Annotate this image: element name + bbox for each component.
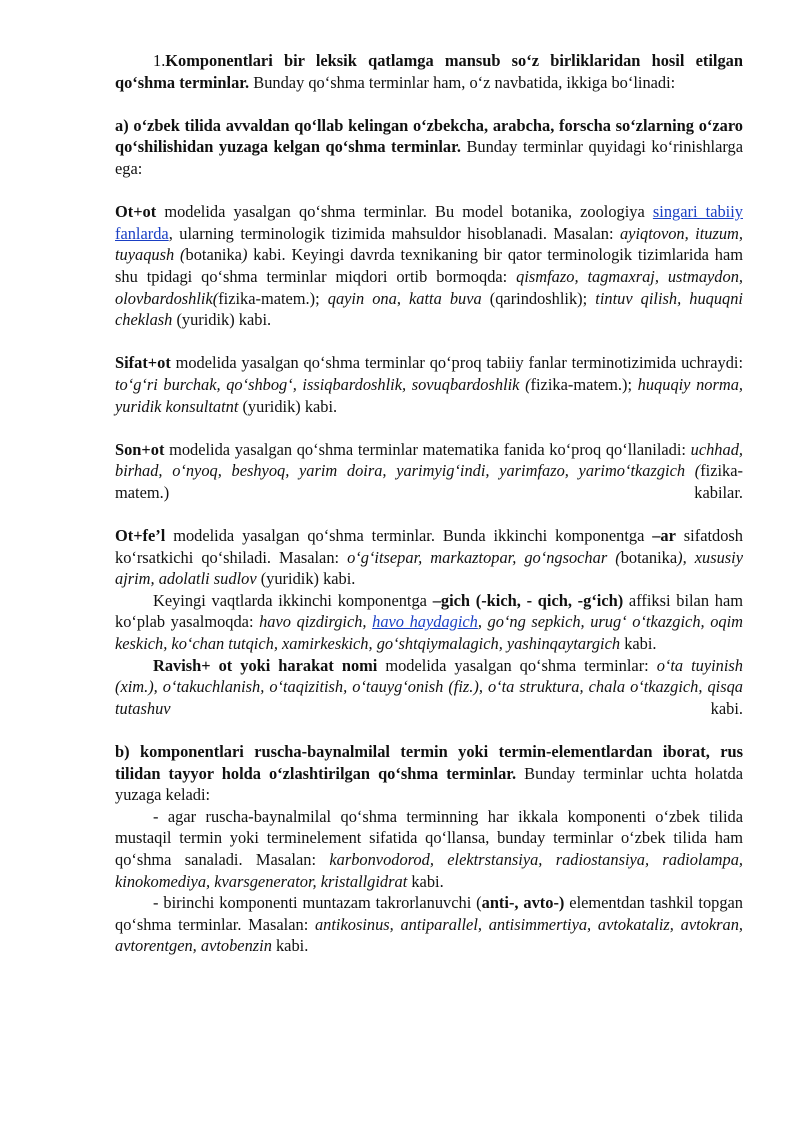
text-run: kabi. bbox=[271, 936, 309, 956]
paragraph-son-ot bbox=[115, 439, 743, 504]
prefix-label: anti-, avto-) bbox=[481, 893, 565, 913]
example-terms: ), xususiy ajrim, adolatli sudlov bbox=[115, 547, 743, 589]
text-run: modelida yasalgan qo‘shma terminlar. Bunda ikkinchi komponentga bbox=[165, 526, 653, 546]
example-terms: uchhad, birhad, o‘nyoq, beshyoq, yarim doira, yarimyig‘indi, yarimfazo, yarimo‘tkazgich ( bbox=[115, 439, 743, 481]
paragraph-2 bbox=[115, 115, 743, 180]
model-label: Ot+ot bbox=[115, 202, 157, 222]
text-run: botanika bbox=[620, 547, 678, 567]
text-run: Keyingi vaqtlarda ikkinchi komponentga bbox=[153, 590, 433, 610]
subsection-heading-b: b) komponentlari ruscha-baynalmilal termin yoki termin-elementlardan iborat, rus tilidan tayyor holda o‘zlashtirilgan qo‘shma terminlar. bbox=[115, 742, 743, 783]
model-label: Ravish+ ot yoki harakat nomi bbox=[153, 655, 378, 675]
section-heading: Komponentlari bir leksik qatlamga mansub so‘z birliklaridan hosil etilgan qo‘shma terminlar. bbox=[115, 51, 743, 92]
example-terms: karbonvodorod, elektrstansiya, radiostansiya, radiolampa, kinokomediya, kvarsgenerator, kristallgidrat bbox=[115, 849, 744, 891]
text-run: sifatdosh ko‘rsatkichi qo‘shiladi. Masalan: bbox=[115, 526, 743, 567]
text-run: (yuridik) kabi. bbox=[172, 310, 272, 330]
paragraph-text: Bunday terminlar uchta holatda yuzaga keladi: bbox=[115, 763, 743, 805]
link-tabiiy-fanlarda[interactable]: singari tabiiy fanlarda bbox=[115, 202, 743, 243]
example-terms: qismfazo, tagmaxraj, ustmaydon, olovbardoshlik( bbox=[115, 266, 743, 308]
text-run: - agar ruscha-baynalmilal qo‘shma terminning har ikkala komponenti o‘zbek tilida mustaqil termin yoki terminelement sifatida qo‘llansa, bunday terminlar o‘zbek tilida ham qo‘shma sanaladi. Masalan: bbox=[115, 806, 743, 869]
paragraph-case-1 bbox=[115, 806, 743, 892]
text-run: - birinchi komponenti muntazam takrorlanuvchi ( bbox=[153, 893, 482, 913]
text-run: , ularning terminologik tizimida mahsuldor hisoblanadi. Masalan: bbox=[168, 223, 620, 243]
text-run: fizika-matem.); bbox=[218, 288, 328, 308]
paragraph-ot-ot bbox=[115, 201, 743, 331]
text-run: modelida yasalgan qo‘shma terminlar matematika fanida ko‘proq qo‘llaniladi: bbox=[164, 439, 691, 459]
text-run: kabi. Keyingi davrda texnikaning bir qator terminologik tizimlarida ham shu tpidagi qo‘shma terminlar miqdori ortib bormoqda: bbox=[115, 245, 743, 286]
text-run: (yuridik) kabi. bbox=[256, 569, 356, 589]
example-terms: antikosinus, antiparallel, antisimmertiya, avtokataliz, avtokran, avtorentgen, avtobenzin bbox=[115, 914, 743, 956]
paragraph-gich bbox=[115, 590, 743, 655]
text-run: (yuridik) kabi. bbox=[238, 396, 338, 416]
text-run: , bbox=[396, 288, 409, 308]
example-terms: ayiqtovon, ituzum, tuyaqush ( bbox=[115, 223, 743, 265]
suffix-label: –gich (-kich, - qich, -g‘ich) bbox=[432, 590, 624, 610]
example-terms: huquqiy norma, yuridik konsultatnt bbox=[115, 374, 743, 416]
model-label: Ot+fe’l bbox=[115, 526, 166, 546]
text-run: affiksi bilan ham ko‘plab yasalmoqda: bbox=[115, 590, 743, 632]
example-terms: ) bbox=[241, 245, 248, 265]
text-run: kabi. bbox=[407, 871, 444, 891]
example-terms: qayin ona bbox=[327, 288, 397, 308]
example-terms: havo qizdirgich, bbox=[259, 612, 373, 632]
model-label: Son+ot bbox=[115, 439, 165, 459]
paragraph-case-2 bbox=[115, 892, 743, 957]
text-run: elementdan tashkil topgan qo‘shma terminlar. Masalan: bbox=[115, 893, 743, 934]
text-run: fizika-matem.) kabilar. bbox=[115, 461, 743, 502]
subsection-heading-a: a) o‘zbek tilida avvaldan qo‘llab kelingan o‘zbekcha, arabcha, forscha so‘zlarning o‘zaro qo‘shilishidan yuzaga kelgan qo‘shma terminlar. bbox=[115, 115, 743, 157]
text-run: (qarindoshlik); bbox=[481, 288, 596, 308]
example-terms: o‘g‘itsepar, markaztopar, go‘ngsochar ( bbox=[347, 547, 621, 567]
text-run: modelida yasalgan qo‘shma terminlar: bbox=[377, 655, 657, 675]
text-run: modelida yasalgan qo‘shma terminlar. Bu model botanika, zoologiya bbox=[156, 202, 653, 222]
example-terms: , go‘ng sepkich, urug‘ o‘tkazgich, oqim keskich, ko‘chan tutqich, xamirkeskich, go‘shtqiymalagich, yashinqaytargich bbox=[115, 612, 743, 654]
paragraph-1 bbox=[115, 50, 743, 93]
text-run: botanika bbox=[185, 245, 242, 265]
text-run: kabi. bbox=[620, 634, 657, 654]
model-label: Sifat+ot bbox=[115, 353, 171, 373]
text-run: kabi. bbox=[170, 698, 743, 718]
suffix-label: –ar bbox=[652, 526, 676, 546]
section-number: 1. bbox=[153, 51, 166, 70]
example-terms: o‘ta tuyinish (xim.), o‘takuchlanish, o‘taqizitish, o‘tauyg‘onish (fiz.), o‘ta struktura, chala o‘tkazgich, qisqa tutashuv bbox=[115, 655, 743, 718]
paragraph-text: Bunday terminlar quyidagi ko‘rinishlarga ega: bbox=[115, 137, 743, 178]
paragraph-ravish-ot bbox=[115, 655, 743, 720]
example-terms: tintuv qilish, huquqni cheklash bbox=[115, 288, 743, 330]
example-terms: katta buva bbox=[409, 288, 482, 308]
text-run: fizika-matem.); bbox=[530, 374, 638, 394]
paragraph-text: Bunday qo‘shma terminlar ham, o‘z navbatida, ikkiga bo‘linadi: bbox=[249, 72, 676, 92]
paragraph-b bbox=[115, 741, 743, 806]
paragraph-sifat-ot bbox=[115, 352, 743, 417]
paragraph-ot-fel bbox=[115, 525, 743, 590]
link-havo-haydagich[interactable]: havo haydagich bbox=[372, 612, 478, 632]
text-run: modelida yasalgan qo‘shma terminlar qo‘proq tabiiy fanlar terminotizimida uchraydi: bbox=[170, 353, 743, 373]
example-terms: to‘g‘ri burchak, qo‘shbog‘, issiqbardoshlik, sovuqbardoshlik ( bbox=[115, 374, 531, 394]
